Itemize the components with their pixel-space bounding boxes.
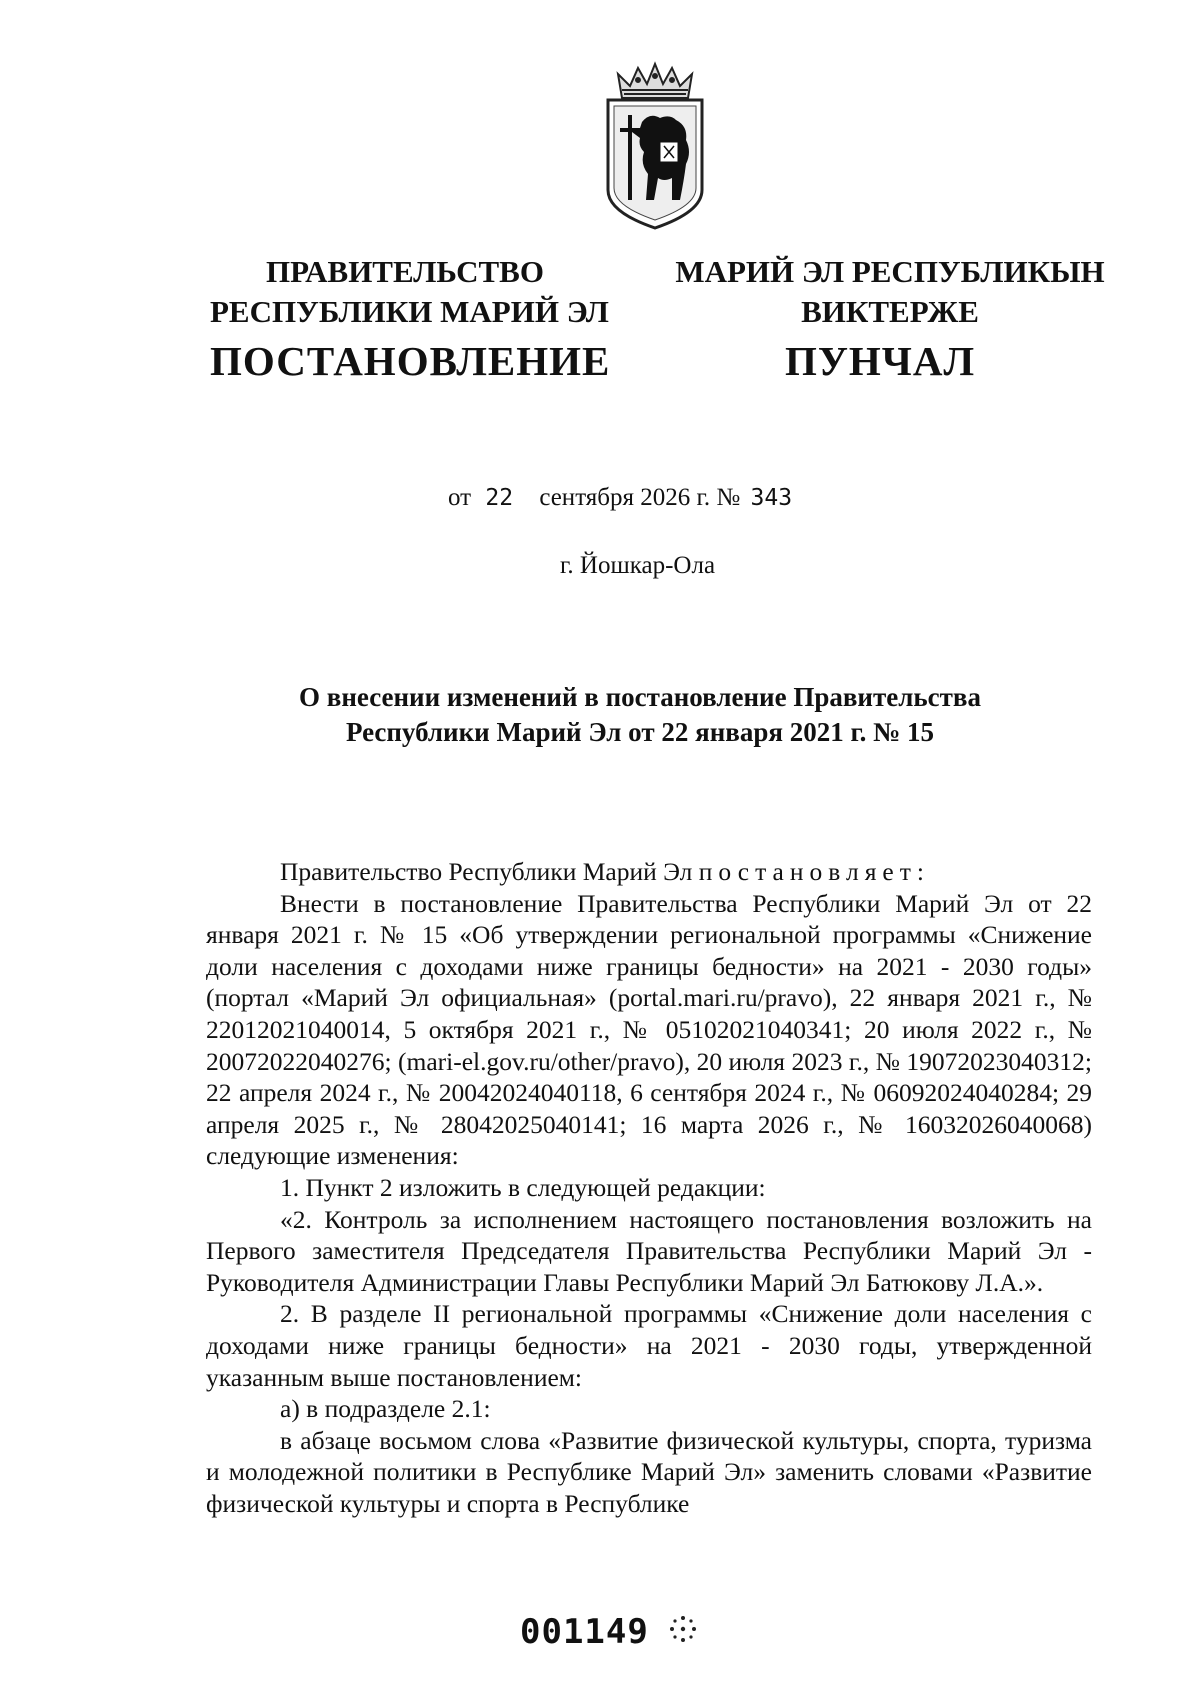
document-number: 343 <box>750 485 793 511</box>
body-paragraph-2: 1. Пункт 2 изложить в следующей редакции: <box>280 1172 766 1202</box>
header-left <box>210 252 609 332</box>
header-right-line2: ВИКТЕРЖЕ <box>801 294 979 329</box>
header-left-line2: РЕСПУБЛИКИ МАРИЙ ЭЛ <box>210 294 609 329</box>
header-right <box>670 252 1110 332</box>
city: г. Йошкар-Ола <box>560 552 716 579</box>
body-paragraph-1: Внести в постановление Правительства Республики Марий Эл от 22 января 2021 г. № 15 «Об утверждении региональной программы «Снижение доли населения с доходами ниже границы бедности» на 2021 - 2030 годы» (портал «Марий Эл официальная» (portal.mari.ru/pravo), 22 января 2021 г., № 22012021040014, 5 октября 2021 г., № 05102021040341; 20 июля 2022 г., № 20072022040276; (mari-el.gov.ru/other/pravo), 20 июля 2023 г., № 19072023040312; 22 апреля 2024 г., № 20042024040118, 6 сентября 2024 г., № 06092024040284; 29 апреля 2025 г., № 28042025040141; 16 марта 2026 г., № 16032026040068) следующие изменения: <box>206 888 1092 1171</box>
intro-decree: постановляет: <box>698 857 930 886</box>
body-paragraph-6: в абзаце восьмом слова «Развитие физической культуры, спорта, туризма и молодежной политики в Республике Марий Эл» заменить словами «Развитие физической культуры и спорта в Республике <box>206 1425 1092 1518</box>
header-right-line1: МАРИЙ ЭЛ РЕСПУБЛИКЫН <box>675 254 1105 289</box>
date-day: 22 <box>485 485 514 511</box>
body-paragraph-3: «2. Контроль за исполнением настоящего постановления возложить на Первого заместителя Председателя Правительства Республики Марий Эл - Руководителя Администрации Главы Республики Марий Эл Батюкову Л.А.». <box>206 1204 1092 1297</box>
page-number: 001149 <box>520 1612 649 1652</box>
body-paragraph-5: а) в подразделе 2.1: <box>280 1394 491 1424</box>
document-subject <box>200 680 1080 750</box>
subject-line2: Республики Марий Эл от 22 января 2021 г. № 15 <box>345 717 935 747</box>
ornament-icon <box>668 1614 698 1644</box>
doctype-russian: ПОСТАНОВЛЕНИЕ <box>210 338 611 384</box>
date-line <box>448 484 792 512</box>
subject-line1: О внесении изменений в постановление Правительства <box>299 682 981 712</box>
date-month-year: сентября 2026 г. № <box>539 484 741 511</box>
doctype-mari: ПУНЧАЛ <box>784 338 976 384</box>
document-body <box>206 856 1092 1519</box>
body-intro <box>206 856 1092 888</box>
header-left-line1: ПРАВИТЕЛЬСТВО <box>266 254 544 289</box>
intro-lead: Правительство Республики Марий Эл <box>280 857 693 886</box>
date-prefix: от <box>448 484 472 511</box>
body-paragraph-4: 2. В разделе II региональной программы «Снижение доли населения с доходами ниже границы бедности» на 2021 - 2030 годы, утвержденной указанным выше постановлением: <box>206 1299 1092 1392</box>
coat-of-arms-icon <box>600 60 710 235</box>
